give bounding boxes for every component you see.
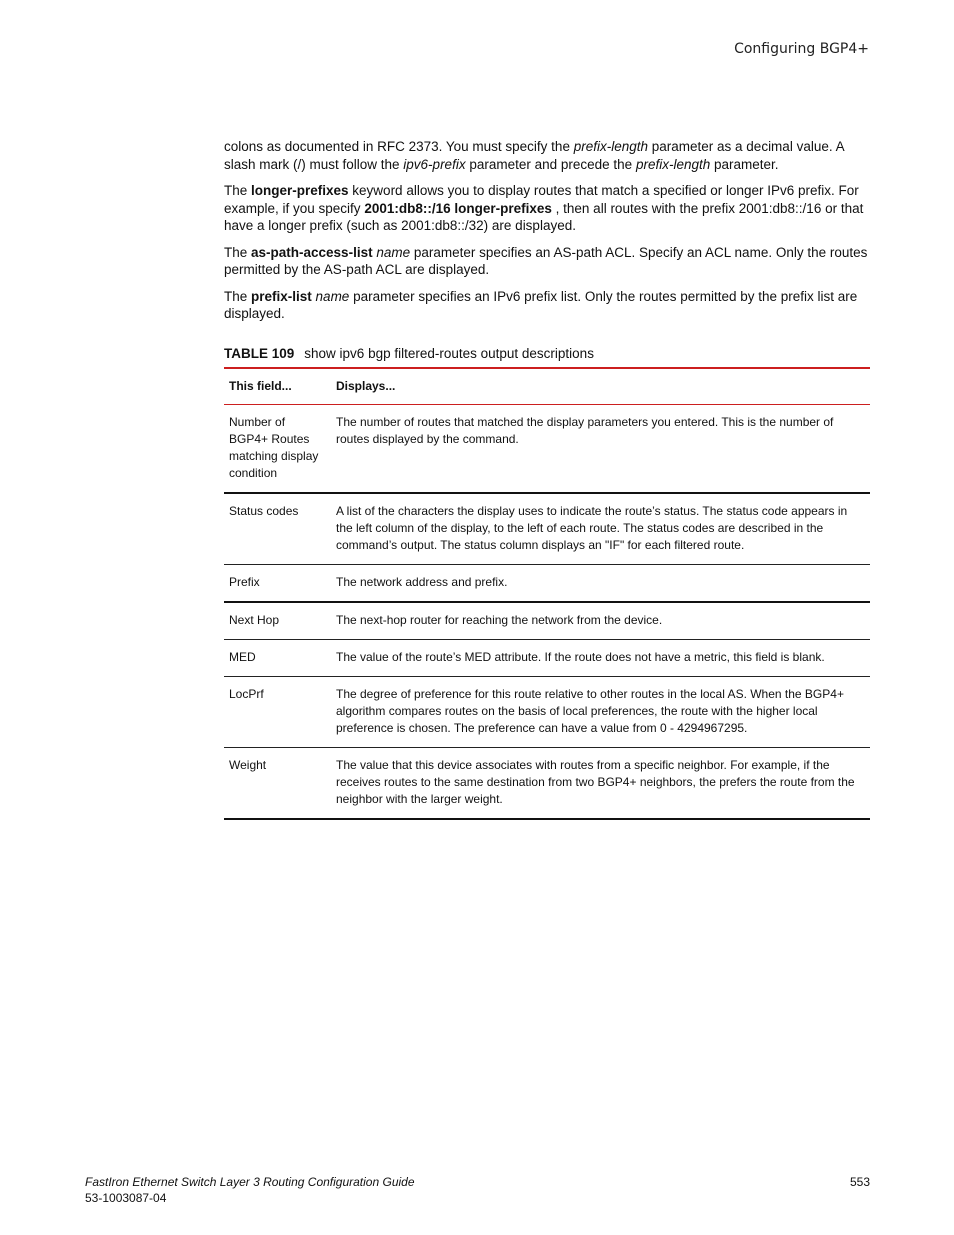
column-header-displays: Displays...: [331, 368, 870, 405]
field-cell: Number of BGP4+ Routes matching display condition: [224, 404, 331, 493]
description-cell: The next-hop router for reaching the network from the device.: [331, 602, 870, 640]
description-cell: The degree of preference for this route relative to other routes in the local AS. When the BGP4+ algorithm compares routes on the basis of local preferences, the route with the higher local preference is chosen. The preference can have a value from 0 - 4294967295.: [331, 676, 870, 747]
column-header-field: This field...: [224, 368, 331, 405]
page-number: 553: [849, 1175, 870, 1189]
guide-title: FastIron Ethernet Switch Layer 3 Routing Configuration Guide: [85, 1175, 415, 1189]
description-cell: The network address and prefix.: [331, 564, 870, 602]
footer-info: [85, 1175, 415, 1206]
table-caption: [224, 345, 870, 362]
output-descriptions-table: [224, 367, 870, 820]
page-content: [224, 138, 870, 820]
paragraph-longer-prefixes: The longer-prefixes keyword allows you to display routes that match a specified or longer IPv6 prefix. For example, if you specify 2001:db8::/16 longer-prefixes , then all routes with the prefix 2001:db8::/16 or that have a longer prefix (such as 2001:db8::/32) are displayed.: [224, 183, 864, 233]
table-header-row: [224, 368, 870, 405]
field-cell: Prefix: [224, 564, 331, 602]
table-row: [224, 404, 870, 493]
table-row: [224, 602, 870, 640]
field-cell: MED: [224, 639, 331, 676]
field-cell: Weight: [224, 747, 331, 819]
field-cell: Status codes: [224, 493, 331, 565]
table-row: [224, 493, 870, 565]
document-number: 53-1003087-04: [85, 1190, 167, 1205]
description-cell: The value that this device associates with routes from a specific neighbor. For example, if the receives routes to the same destination from two BGP4+ neighbors, the prefers the route from the neighbor with the larger weight.: [331, 747, 870, 819]
table-row: [224, 639, 870, 676]
description-cell: The value of the route’s MED attribute. If the route does not have a metric, this field is blank.: [331, 639, 870, 676]
table-row: [224, 747, 870, 819]
table-row: [224, 564, 870, 602]
description-cell: A list of the characters the display uses to indicate the route’s status. The status code appears in the left column of the display, to the left of each route. The status codes are described in the command’s output. The status column displays an "IF" for each filtered route.: [331, 493, 870, 565]
paragraph-as-path-access-list: The as-path-access-list name parameter specifies an AS-path ACL. Specify an ACL name. Only the routes permitted by the AS-path ACL are displayed.: [224, 244, 868, 277]
field-cell: Next Hop: [224, 602, 331, 640]
paragraph-prefix-list: The prefix-list name parameter specifies an IPv6 prefix list. Only the routes permitted by the prefix list are displayed.: [224, 288, 858, 321]
description-cell: The number of routes that matched the display parameters you entered. This is the number of routes displayed by the command.: [331, 404, 870, 493]
table-title: show ipv6 bgp filtered-routes output descriptions: [304, 345, 594, 361]
field-cell: LocPrf: [224, 676, 331, 747]
table-row: [224, 676, 870, 747]
table-label: TABLE 109: [224, 345, 295, 361]
running-header: Configuring BGP4+: [734, 41, 869, 57]
paragraph-prefix-length: colons as documented in RFC 2373. You must specify the prefix-length parameter as a decimal value. A slash mark (/) must follow the ipv6-prefix parameter and precede the prefix-length parameter.: [224, 139, 844, 172]
